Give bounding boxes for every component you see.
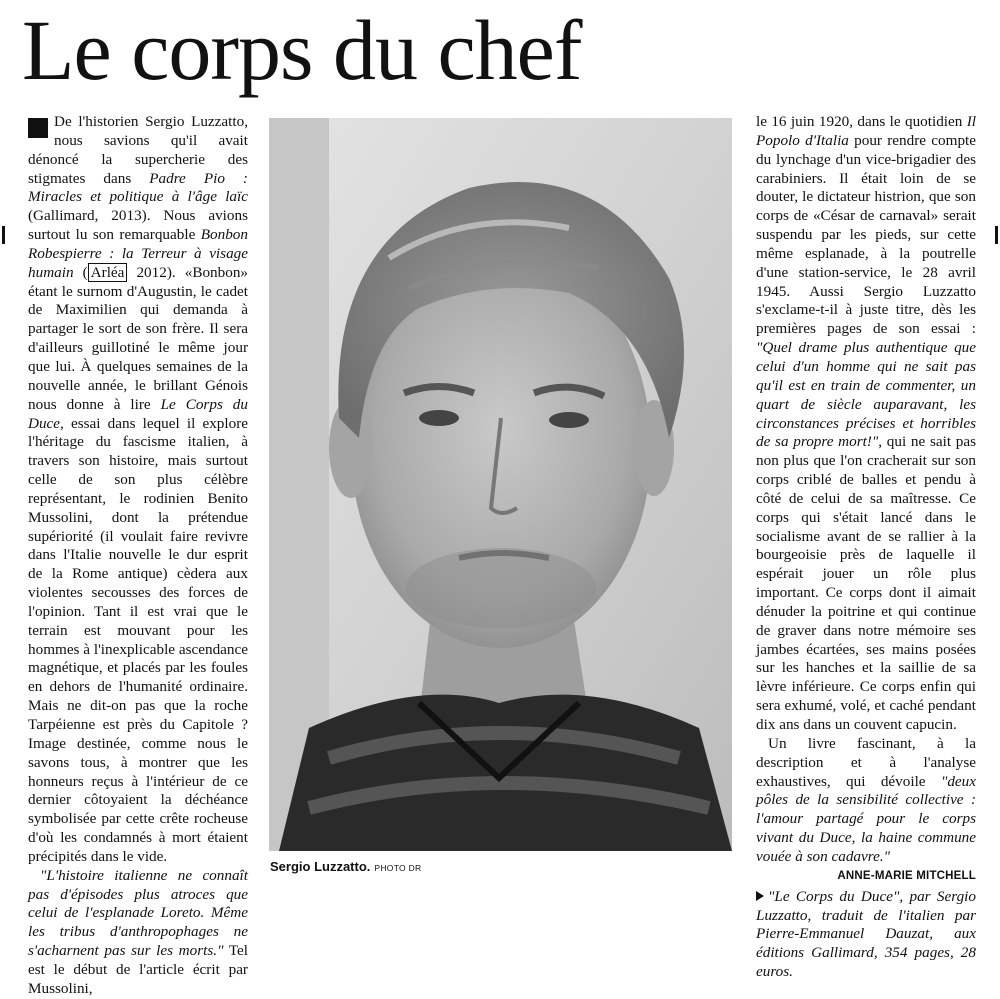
photo-credit: PHOTO DR xyxy=(374,863,422,873)
lead-square-icon xyxy=(28,118,48,138)
article-column-left xyxy=(28,113,248,999)
portrait-photo xyxy=(269,118,732,851)
right-column-marker xyxy=(995,226,998,244)
article-paragraph: le 16 juin 1920, dans le quotidien Il Popolo d'Italia pour rendre compte du lynchage d'un vice-brigadier des carabiniers. Il était loin de se douter, le dictateur histrion, que son corps de «César de carnaval» serait suspendu par les pieds, sur cette même esplanade, à la poutrelle d'une station-service, le 28 avril 1945. Aussi Sergio Luzzatto s'exclame-t-il à juste titre, dès les premières pages de son essai : "Quel drame plus authentique que celui d'un homme qui ne sait pas qu'il est en train de commenter, un quart de siècle auparavant, les circonstances précises et horribles de sa propre mort!", qui ne sait pas non plus que l'on cracherait sur son corps criblé de balles et pendu à côté de celui de sa maîtresse. Ce corps qui s'était lancé dans le socialisme avant de se rallier à la bourgeoisie près de laquelle il espérait jouer un rôle plus important. Ce corps dont il aimait dénuder la poitrine et qui continue de graver dans notre mémoire ses jambes écartées, ses mains posées sur les hanches et la saillie de sa lèvre inférieure. Ce corps enfin qui sera exhumé, volé, et caché pendant dix ans dans un couvent capucin. xyxy=(756,113,977,733)
portrait-illustration xyxy=(269,118,732,851)
caption-name: Sergio Luzzatto. xyxy=(270,859,371,874)
article-column-right xyxy=(756,113,976,982)
author-signature: ANNE-MARIE MITCHELL xyxy=(837,869,976,882)
article-paragraph: De l'historien Sergio Luzzatto, nous savions qu'il avait dénoncé la supercherie des stigmates dans Padre Pio : Miracles et politique à l'âge laïc (Gallimard, 2013). Nous avions surtout lu son remarquable Bonbon Robespierre : la Terreur à visage humain ( Arléa 2012). «Bonbon» étant le surnom d'Augustin, le cadet de Maximilien qui demanda à partager le sort de son frère. Il sera d'ailleurs guillotiné le même jour que lui. À quelques semaines de la nouvelle année, le brillant Génois nous donne à lire Le Corps du Duce, essai dans lequel il explore l'héritage du fascisme italien, à travers son histoire, mais surtout celle de son plus célèbre représentant, le rodinien Benito Mussolini, dont la prétendue supériorité (il voulait faire revivre dans l'Italie nouvelle le dur esprit de la Rome antique) cèdera aux violentes secousses des forces de l'opinion. Tant il est vrai que le terrain est mouvant pour les hommes à l'inexplicable ascendance magnétique, et placés par les foules en dehors de l'humanité ordinaire. Mais ne dit-on pas que la roche Tarpéienne est près du Capitole ? Image destinée, comme nous le savons tous, à montrer que les honneurs reçus à l'intérieur de ce dernier côtoyaient la déchéance symbolisée par cette crête rocheuse d'où les condamnés à mort étaient précipités dans le vide. xyxy=(28,113,249,865)
headline: Le corps du chef xyxy=(22,2,582,98)
article-paragraph: "L'histoire italienne ne connaît pas d'épisodes plus atroces que celui de l'esplanade Loreto. Même les tribus d'anthropophages ne s'acharnent pas sur les morts." Tel est le début de l'article écrit par Mussolini, xyxy=(28,866,248,997)
publisher-highlight: Arléa xyxy=(88,263,128,282)
article-paragraph: Un livre fascinant, à la description et à l'analyse exhaustives, qui dévoile "deux pôles de la sensibilité collective : l'amour partagé pour le corps vivant du Duce, la haine commune vouée à son cadavre." xyxy=(756,734,976,865)
triangle-bullet-icon xyxy=(756,891,764,901)
left-column-marker xyxy=(2,226,5,244)
photo-caption xyxy=(270,858,422,876)
book-reference: "Le Corps du Duce", par Sergio Luzzatto, traduit de l'italien par Pierre-Emmanuel Dauzat, aux éditions Gallimard, 354 pages, 28 euros. xyxy=(756,887,976,981)
